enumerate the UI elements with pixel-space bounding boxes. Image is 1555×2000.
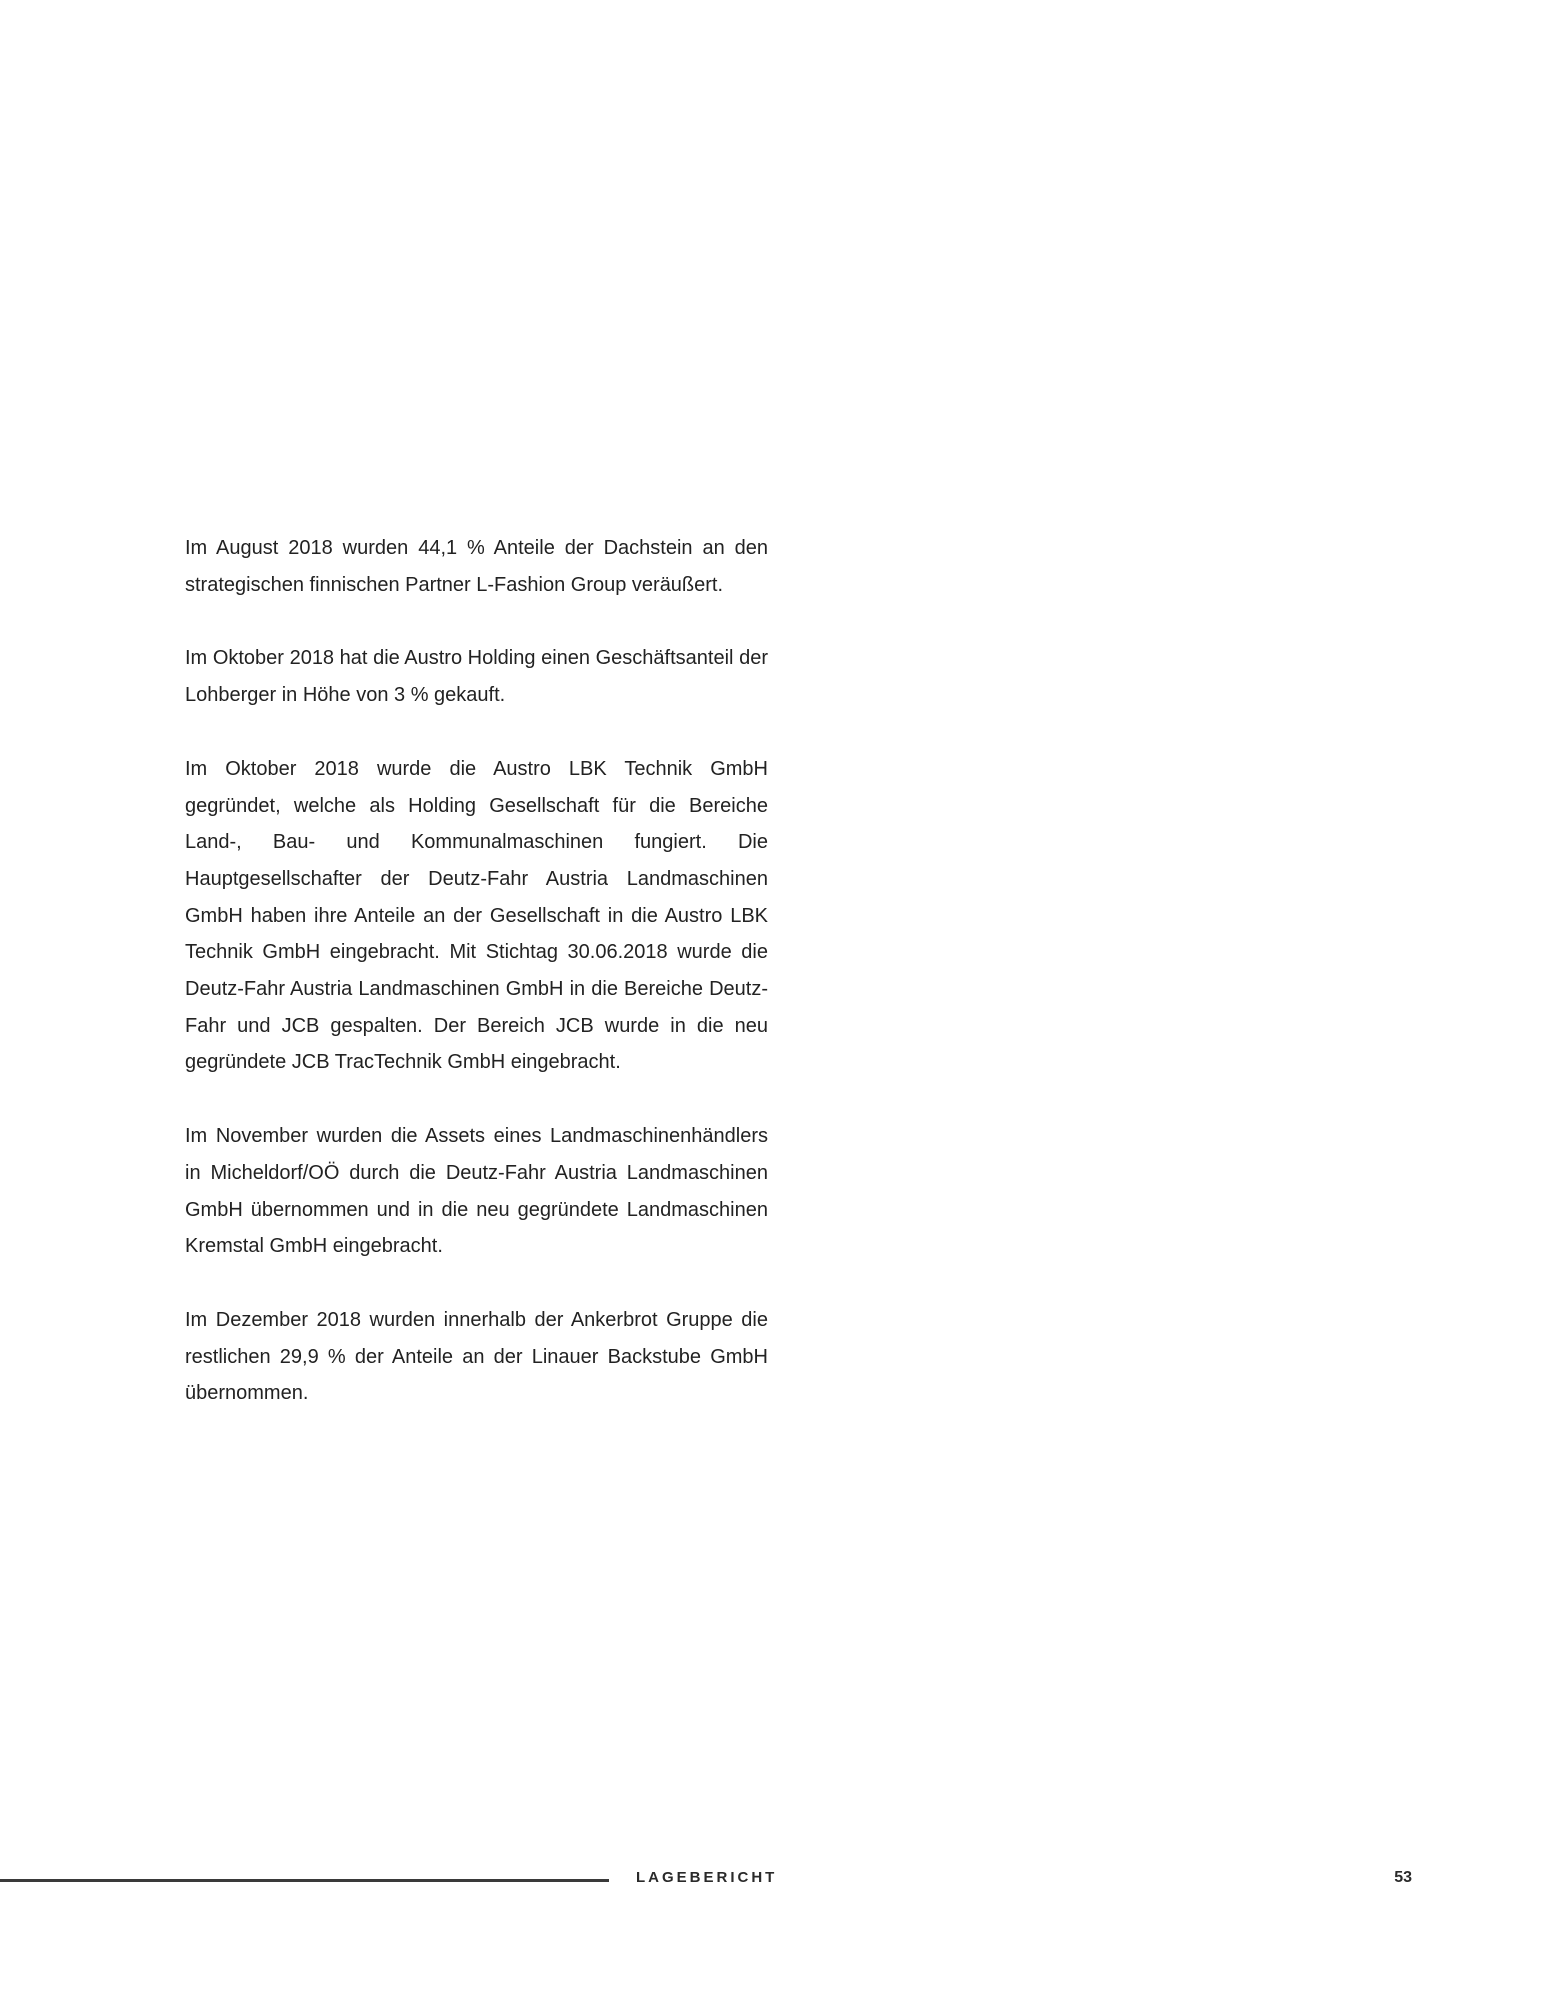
body-text	[185, 530, 768, 1412]
paragraph-austro-lbk-technik: Im Oktober 2018 wurde die Austro LBK Technik GmbH gegründet, welche als Holding Gesellschaft für die Bereiche Land-, Bau- und Kommunalmaschinen fungiert. Die Hauptgesellschafter der Deutz-Fahr Austria Landmaschinen GmbH haben ihre Anteile an der Gesellschaft in die Austro LBK Technik GmbH eingebracht. Mit Stichtag 30.06.2018 wurde die Deutz-Fahr Austria Landmaschinen GmbH in die Bereiche Deutz-Fahr und JCB gespalten. Der Bereich JCB wurde in die neu gegründete JCB TracTechnik GmbH eingebracht.	[185, 757, 768, 1074]
footer-rule	[0, 1879, 609, 1882]
paragraph-dachstein-sale: Im August 2018 wurden 44,1 % Anteile der Dachstein an den strategischen finnischen Partner L-Fashion Group veräußert.	[185, 537, 768, 596]
paragraph-lohberger-share: Im Oktober 2018 hat die Austro Holding einen Geschäftsanteil der Lohberger in Höhe von 3 % gekauft.	[185, 647, 768, 707]
paragraph-landmaschinen-kremstal: Im November wurden die Assets eines Landmaschinenhändlers in Micheldorf/OÖ durch die Deutz-Fahr Austria Landmaschinen GmbH übernommen und in die neu gegründete Landmaschinen Kremstal GmbH eingebracht.	[185, 1125, 768, 1258]
paragraph-linauer-backstube: Im Dezember 2018 wurden innerhalb der Ankerbrot Gruppe die restlichen 29,9 % der Anteile an der Linauer Backstube GmbH übernommen.	[185, 1308, 768, 1405]
footer-section-label: LAGEBERICHT	[636, 1869, 778, 1886]
page-number: 53	[1394, 1869, 1412, 1886]
